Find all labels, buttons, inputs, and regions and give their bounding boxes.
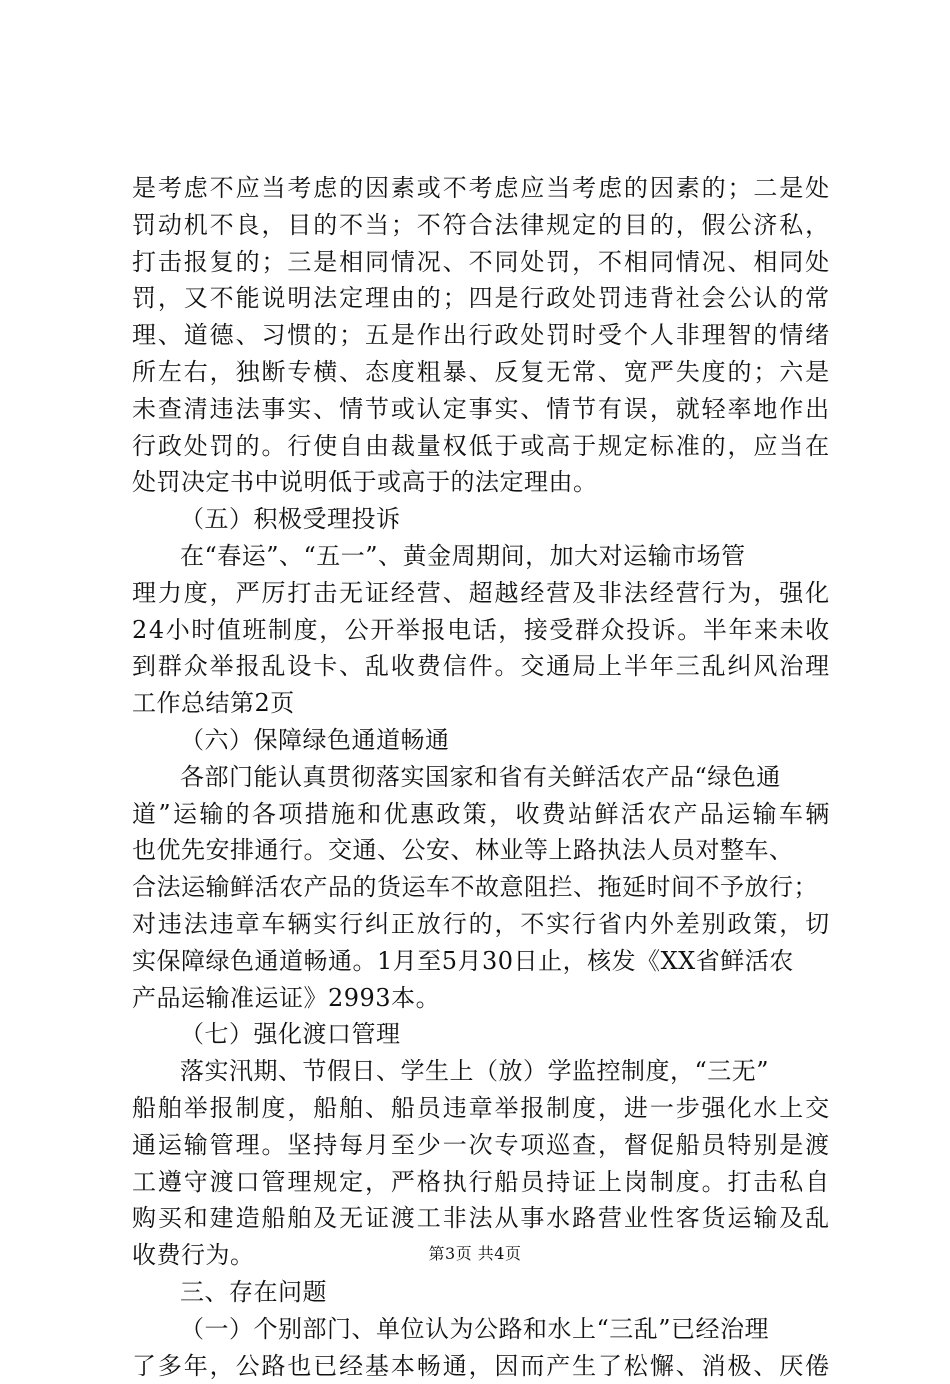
- text-line: 是 考 虑 不 应 当 考 虑 的 因 素 或 不 考 虑 应 当 考 虑 的 因 素 的 ； 二 是 处: [132, 170, 830, 207]
- text-line: 未 查 清 违 法 事 实 、 情 节 或 认 定 事 实 、 情 节 有 误 ， 就 轻 率 地 作 出: [132, 391, 830, 428]
- text-line: 理 、 道 德 、 习 惯 的 ； 五 是 作 出 行 政 处 罚 时 受 个 人 非 理 智 的 情 绪: [132, 317, 830, 354]
- text-line: 理 力 度 ， 严 厉 打 击 无 证 经 营 、 超 越 经 营 及 非 法 经 营 行 为 ， 强 化: [132, 575, 830, 612]
- text-line: 处罚决定书中说明低于或高于的法定理由。: [132, 464, 830, 501]
- text-line: 也优先安排通行。交通、公安、林业等上路执法人员对整车、: [132, 832, 830, 869]
- section-heading: 三、存在问题: [132, 1274, 830, 1311]
- text-line: 工 遵 守 渡 口 管 理 规 定 ， 严 格 执 行 船 员 持 证 上 岗 制 度 。 打 击 私 自: [132, 1164, 830, 1201]
- text-line: 收费行为。: [132, 1237, 830, 1274]
- document-body: [132, 170, 830, 1384]
- text-line: 道 ” 运 输 的 各 项 措 施 和 优 惠 政 策 ， 收 费 站 鲜 活 农 产 品 运 输 车 辆: [132, 796, 830, 833]
- text-line: （一）个别部门、单位认为公路和水上“三乱”已经治理: [132, 1311, 830, 1348]
- section-heading: （七）强化渡口管理: [132, 1016, 830, 1053]
- text-line: 工作总结第2页: [132, 685, 830, 722]
- text-line: 合法运输鲜活农产品的货运车不故意阻拦、拖延时间不予放行；: [132, 869, 830, 906]
- section-heading: （五）积极受理投诉: [132, 501, 830, 538]
- text-line: 所 左 右 ， 独 断 专 横 、 态 度 粗 暴 、 反 复 无 常 、 宽 严 失 度 的 ； 六 是: [132, 354, 830, 391]
- section-heading: （六）保障绿色通道畅通: [132, 722, 830, 759]
- text-line: 对 违 法 违 章 车 辆 实 行 纠 正 放 行 的 ， 不 实 行 省 内 外 差 别 政 策 ， 切: [132, 906, 830, 943]
- text-line: 到 群 众 举 报 乱 设 卡 、 乱 收 费 信 件 。 交 通 局 上 半 年 三 乱 纠 风 治 理: [132, 648, 830, 685]
- text-line: 罚 ， 又 不 能 说 明 法 定 理 由 的 ； 四 是 行 政 处 罚 违 背 社 会 公 认 的 常: [132, 280, 830, 317]
- text-line: 实保障绿色通道畅通。1月至5月30日止，核发《XX省鲜活农: [132, 943, 830, 980]
- text-line: 打 击 报 复 的 ； 三 是 相 同 情 况 、 不 同 处 罚 ， 不 相 同 情 况 、 相 同 处: [132, 244, 830, 281]
- text-line: 在“春运”、“五一”、黄金周期间，加大对运输市场管: [132, 538, 830, 575]
- text-line: 通 运 输 管 理 。 坚 持 每 月 至 少 一 次 专 项 巡 查 ， 督 促 船 员 特 别 是 渡: [132, 1127, 830, 1164]
- text-line: 产品运输准运证》2993本。: [132, 980, 830, 1017]
- text-line: 了 多 年 ， 公 路 也 已 经 基 本 畅 通 ， 因 而 产 生 了 松 懈 、 消 极 、 厌 倦: [132, 1348, 830, 1384]
- page-number: 第3页 共4页: [0, 1244, 950, 1264]
- text-line: 罚 动 机 不 良 ， 目 的 不 当 ； 不 符 合 法 律 规 定 的 目 的 ， 假 公 济 私 ，: [132, 207, 830, 244]
- text-line: 行 政 处 罚 的 。 行 使 自 由 裁 量 权 低 于 或 高 于 规 定 标 准 的 ， 应 当 在: [132, 428, 830, 465]
- text-line: 船 舶 举 报 制 度 ， 船 舶 、 船 员 违 章 举 报 制 度 ， 进 一 步 强 化 水 上 交: [132, 1090, 830, 1127]
- text-line: 购 买 和 建 造 船 舶 及 无 证 渡 工 非 法 从 事 水 路 营 业 性 客 货 运 输 及 乱: [132, 1200, 830, 1237]
- text-line: 2 4 小 时 值 班 制 度 ， 公 开 举 报 电 话 ， 接 受 群 众 投 诉 。 半 年 来 未 收: [132, 612, 830, 649]
- text-line: 落实汛期、节假日、学生上（放）学监控制度，“三无”: [132, 1053, 830, 1090]
- text-line: 各部门能认真贯彻落实国家和省有关鲜活农产品“绿色通: [132, 759, 830, 796]
